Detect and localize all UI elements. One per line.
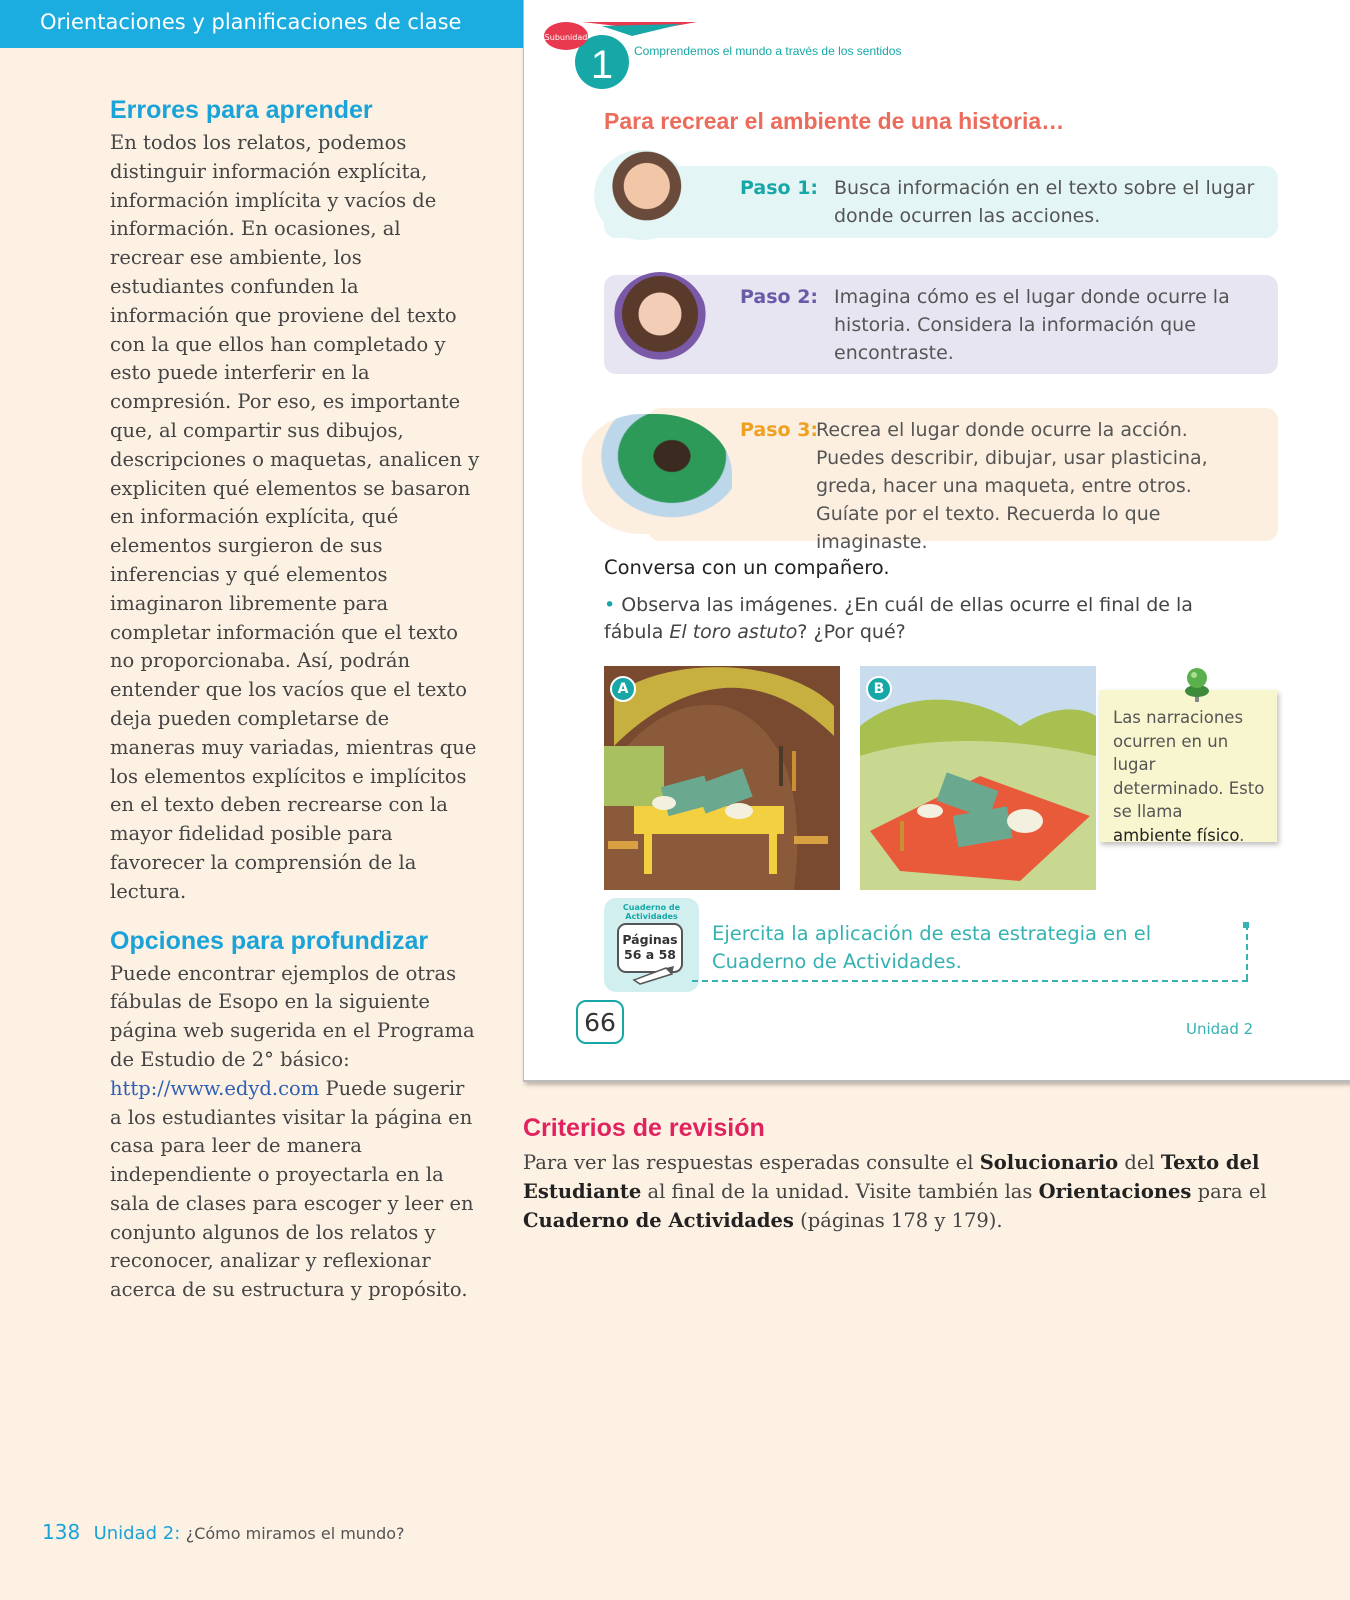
picnic-illustration (860, 666, 1096, 890)
footer-page-number: 138 (42, 1520, 81, 1544)
header-title: Orientaciones y planificaciones de clase (40, 10, 462, 34)
student-book-page (523, 0, 1350, 1082)
ejercita-text: Ejercita la aplicación de esta estrategia en el Cuaderno de Actividades. (712, 922, 1152, 973)
crit-t3: al final de la unidad. Visite también las (641, 1179, 1039, 1203)
scene-b-illustration (860, 666, 1096, 890)
bullet-end: ? ¿Por qué? (797, 621, 906, 643)
footer-unit: Unidad 2: (93, 1523, 181, 1544)
book-unit-label: Unidad 2 (1186, 1020, 1254, 1038)
dashed-corner (1243, 922, 1249, 928)
child-drawing-photo (582, 414, 732, 534)
subunit-number: 1 (590, 43, 614, 87)
pushpin-icon (1182, 666, 1212, 706)
crit-b4: Cuaderno de Actividades (523, 1208, 794, 1232)
scene-a-tag: A (610, 676, 636, 702)
note-text: Las narraciones ocurren en un lugar determinado. Esto se llama (1113, 708, 1265, 821)
step-3-label: Paso 3: (740, 419, 819, 441)
opciones-text-2: Puede sugerir a los estudiantes visitar la página en casa para leer de manera independiente o proyectarla en la sala de clases para escoger y leer en conjunto algunos de los relatos y reconocer, analizar y reflexionar acerca de su estructura y propósito. (110, 1076, 474, 1302)
crit-t2: del (1118, 1151, 1161, 1174)
header-band (0, 0, 523, 48)
dashed-vertical (1246, 924, 1248, 980)
dashed-underline (692, 980, 1248, 982)
bullet-dot: • (604, 594, 616, 616)
step-1-box (604, 166, 1278, 238)
criterios-body (523, 1149, 1283, 1235)
cuaderno-pages: 56 a 58 (624, 947, 676, 962)
cuaderno-pages-label: Páginas (622, 932, 678, 947)
crit-t4: para el (1191, 1179, 1267, 1203)
step-2-label: Paso 2: (740, 286, 819, 308)
opciones-body (110, 960, 480, 1306)
crit-t5: (páginas 178 y 179). (793, 1208, 1003, 1232)
errores-body: En todos los relatos, podemos distinguir información explícita, información implícita y vacíos de información. En ocasiones, al recrear ese ambiente, los estudiantes confunden la información que proviene del texto con la que ellos han completado y esto puede interferir en la compresión. Por eso, es importante que, al compartir sus dibujos, descripciones o maquetas, analicen y expliciten qué elementos se basaron en información explícita, qué elementos surgieron de sus inferencias y qué elementos imaginaron libremente para completar información que el texto no proporcionaba. Así, podrán entender que los vacíos que el texto deja pueden completarse de maneras muy variadas, mientras que los elementos explícitos e implícitos en el texto deben recrearse con la mayor fidelidad posible para favorecer la comprensión de la lectura. (110, 131, 480, 903)
crit-t1: Para ver las respuestas esperadas consulte el (523, 1151, 980, 1174)
sticky-note (1099, 690, 1277, 845)
crit-b1: Solucionario (979, 1151, 1119, 1174)
book-page-number: 66 (576, 1000, 624, 1044)
scene-b-tag: B (866, 676, 892, 702)
criterios-title: Criterios de revisión (523, 1114, 765, 1142)
conversa-instruction: Conversa con un compañero. (604, 556, 890, 579)
step-3-box (648, 408, 1278, 553)
errores-title: Errores para aprender (110, 96, 373, 124)
cuaderno-title: Cuaderno de Actividades (622, 903, 681, 921)
child-thinking-photo (612, 272, 708, 372)
edyd-link[interactable]: http://www.edyd.com (110, 1076, 320, 1100)
crit-b2: Texto del Estudiante (523, 1151, 1260, 1203)
note-bold: ambiente físico (1113, 825, 1240, 845)
left-column (110, 96, 480, 1305)
cave-table-illustration (604, 666, 840, 890)
criterios-section (523, 1114, 1283, 1235)
opciones-title: Opciones para profundizar (110, 926, 429, 955)
footer-question: ¿Cómo miramos el mundo? (185, 1524, 405, 1543)
crit-b3: Orientaciones (1038, 1179, 1192, 1203)
step-1-text: Busca información en el texto sobre el lugar donde ocurren las acciones. (834, 177, 1255, 227)
question-bullet (604, 592, 1244, 646)
step-2-text: Imagina cómo es el lugar donde ocurre la historia. Considera la información que encontraste. (834, 286, 1230, 364)
fable-title: El toro astuto (669, 621, 798, 643)
child-magnifier-photo (594, 150, 690, 240)
step-3-text: Recrea el lugar donde ocurre la acción. Puedes describir, dibujar, usar plasticina, greda, hacer una maqueta, entre otros. Guíate por el texto. Recuerda lo que imaginaste. (816, 419, 1208, 553)
scene-a-illustration (604, 666, 840, 890)
cuaderno-badge[interactable] (604, 898, 699, 992)
subunit-title: Comprendemos el mundo a través de los sentidos (634, 44, 902, 58)
pencil-icon (630, 964, 678, 986)
step-1-label: Paso 1: (740, 177, 819, 199)
subunit-label: Subunidad (544, 33, 588, 42)
page-footer (42, 1520, 405, 1544)
opciones-text-1: Puede encontrar ejemplos de otras fábulas de Esopo en la siguiente página web sugerida en el Programa de Estudio de 2° básico: (110, 961, 475, 1071)
note-end: . (1239, 825, 1245, 845)
bullet-text: Observa las imágenes. ¿En cuál de ellas ocurre el final de la fábula (604, 594, 1193, 643)
section-heading: Para recrear el ambiente de una historia… (604, 108, 1065, 134)
